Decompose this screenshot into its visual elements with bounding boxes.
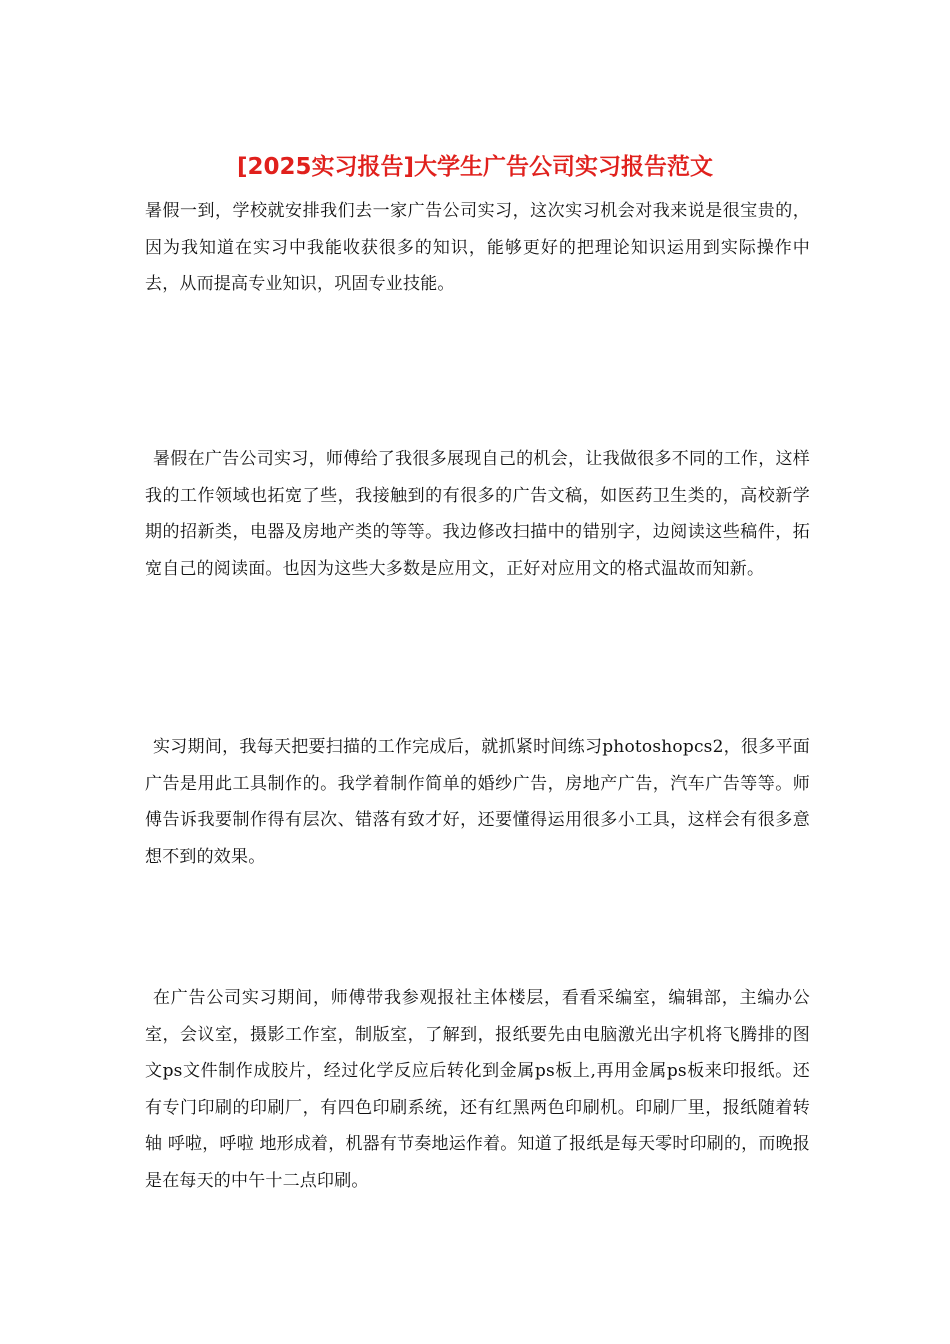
paragraph-work-scope: 暑假在广告公司实习，师傅给了我很多展现自己的机会，让我做很多不同的工作，这样我的工作领域也拓宽了些，我接触到的有很多的广告文稿，如医药卫生类的，高校新学期的招新类，电器及房地产类的等等。我边修改扫描中的错别字，边阅读这些稿件，拓宽自己的阅读面。也因为这些大多数是应用文，正好对应用文的格式温故而知新。 (145, 449, 810, 579)
paragraph-photoshop-practice: 实习期间，我每天把要扫描的工作完成后，就抓紧时间练习photoshopcs2，很多平面广告是用此工具制作的。我学着制作简单的婚纱广告，房地产广告，汽车广告等等。师傅告诉我要制作得有层次、错落有致才好，还要懂得运用很多小工具，这样会有很多意想不到的效果。 (145, 737, 810, 867)
document-title: [2025实习报告]大学生广告公司实习报告范文 (236, 154, 714, 180)
paragraph-intro: 暑假一到，学校就安排我们去一家广告公司实习，这次实习机会对我来说是很宝贵的，因为我知道在实习中我能收获很多的知识，能够更好的把理论知识运用到实际操作中去，从而提高专业知识，巩固专业技能。 (145, 201, 810, 295)
paragraph-newspaper-visit: 在广告公司实习期间，师傅带我参观报社主体楼层，看看采编室，编辑部，主编办公室，会议室，摄影工作室，制版室，了解到，报纸要先由电脑激光出字机将飞腾排的图文ps文件制作成胶片，经过化学反应后转化到金属ps板上,再用金属ps板来印报纸。还有专门印刷的印刷厂，有四色印刷系统，还有红黑两色印刷机。印刷厂里，报纸随着转轴 呼啦，呼啦 地形成着，机器有节奏地运作着。知道了报纸是每天零时印刷的，而晚报是在每天的中午十二点印刷。 (145, 988, 810, 1191)
